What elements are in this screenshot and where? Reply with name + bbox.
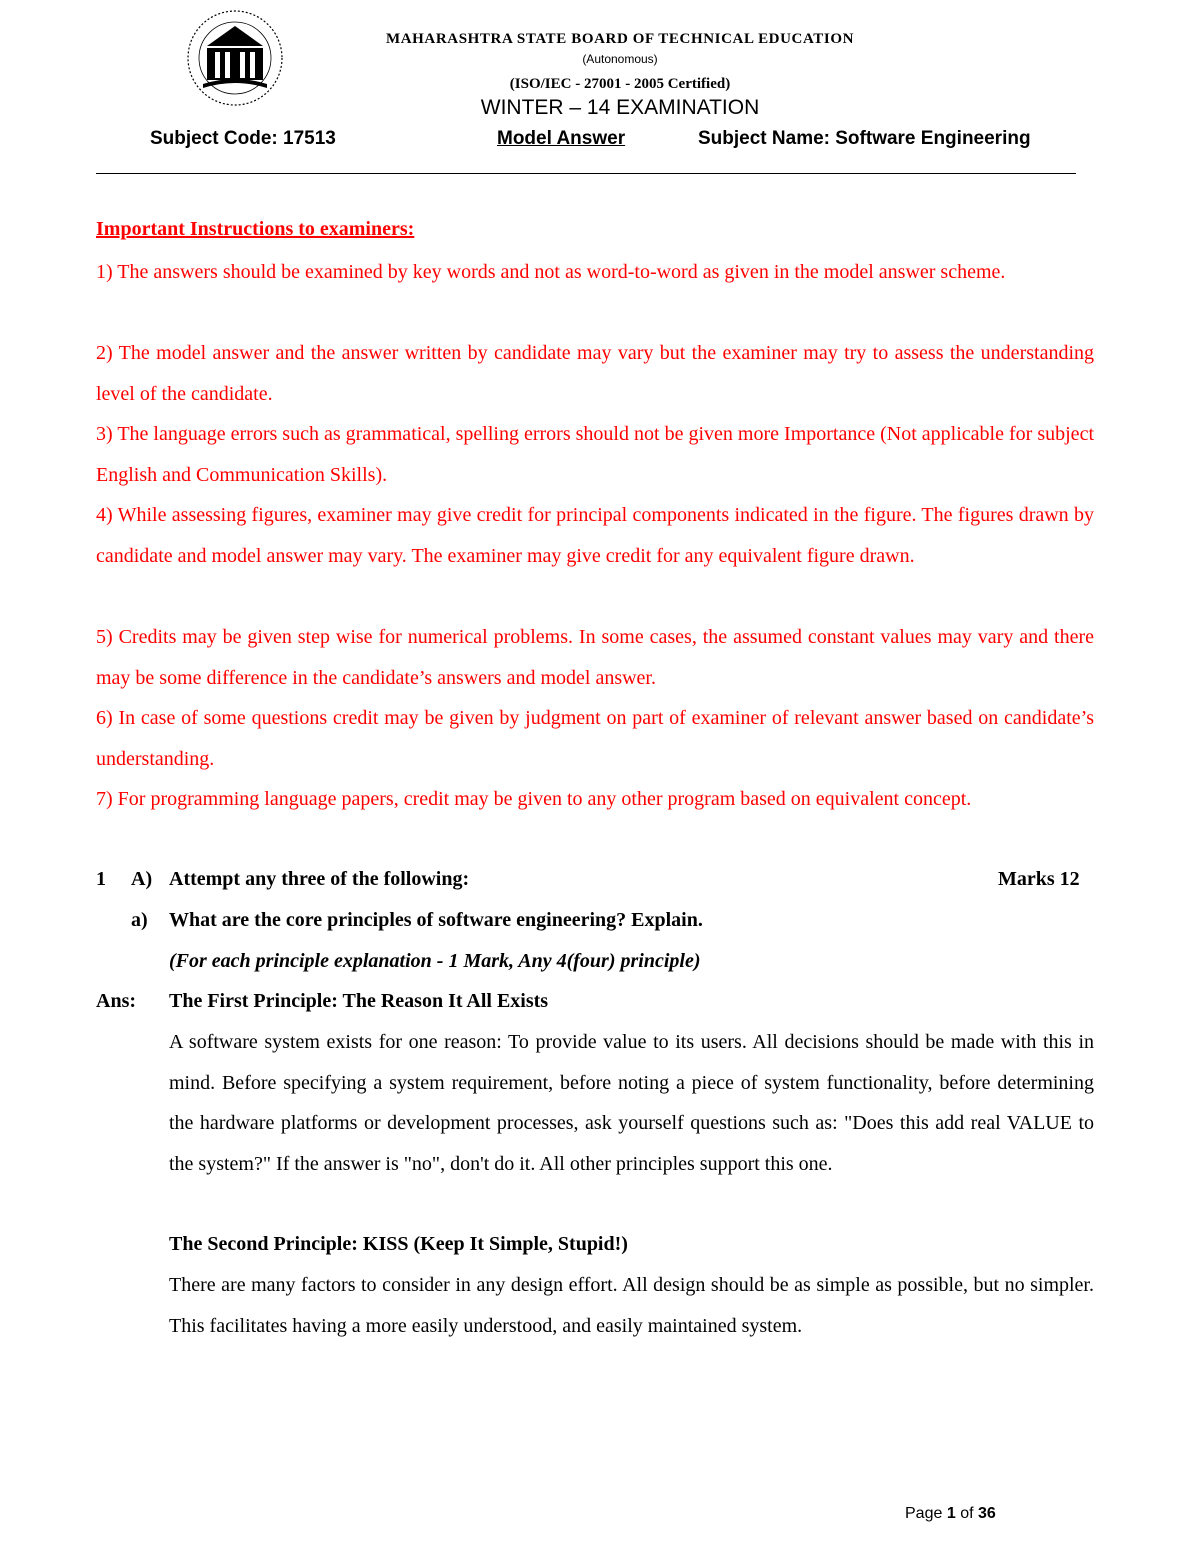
question-part: A): [131, 868, 153, 890]
page-footer: [905, 1505, 996, 1523]
subject-name: Subject Name: Software Engineering: [698, 128, 1031, 149]
sub-question-text: What are the core principles of software engineering? Explain.: [169, 909, 703, 931]
instruction-item: 7) For programming language papers, credit may be given to any other program based on equivalent concept.: [96, 788, 972, 810]
sub-question-label: a): [131, 909, 148, 931]
instruction-item: 1) The answers should be examined by key words and not as word-to-word as given in the model answer scheme.: [96, 261, 1006, 283]
marking-scheme-note: (For each principle explanation - 1 Mark, Any 4(four) principle): [169, 950, 701, 972]
page-number: 1: [946, 1505, 956, 1522]
instruction-item: 5) Credits may be given step wise for numerical problems. In some cases, the assumed constant values may vary and there may be some difference in the candidate’s answers and model answer.: [96, 626, 1094, 689]
question-heading: Attempt any three of the following:: [169, 868, 470, 890]
page-of-label: of: [960, 1505, 974, 1522]
page-total: 36: [977, 1505, 996, 1522]
model-answer-label: Model Answer: [497, 128, 626, 149]
instruction-item: 2) The model answer and the answer written by candidate may vary but the examiner may try to assess the understanding level of the candidate.: [96, 342, 1094, 405]
subject-code: Subject Code: 17513: [150, 128, 336, 149]
autonomous-label: (Autonomous): [582, 52, 658, 66]
question-number: 1: [96, 868, 106, 890]
instruction-item: 4) While assessing figures, examiner may give credit for principal components indicated in the figure. The figures drawn by candidate and model answer may vary. The examiner may give credit for any equivalent figure drawn.: [96, 504, 1094, 567]
answer-label: Ans:: [96, 990, 137, 1012]
board-name: MAHARASHTRA STATE BOARD OF TECHNICAL EDUCATION: [385, 31, 855, 47]
question-marks: Marks 12: [998, 868, 1080, 890]
instructions-title: Important Instructions to examiners:: [96, 218, 415, 240]
principle-2-title: The Second Principle: KISS (Keep It Simple, Stupid!): [169, 1233, 628, 1255]
exam-title: WINTER – 14 EXAMINATION: [480, 96, 760, 119]
iso-certification: (ISO/IEC - 27001 - 2005 Certified): [509, 76, 731, 92]
principle-1-title: The First Principle: The Reason It All Exists: [169, 990, 549, 1012]
instruction-item: 3) The language errors such as grammatical, spelling errors should not be given more Importance (Not applicable for subject English and Communication Skills).: [96, 423, 1094, 486]
page-label: Page: [905, 1505, 943, 1522]
principle-2-text: There are many factors to consider in any design effort. All design should be as simple as possible, but no simpler. This facilitates having a more easily understood, and easily maintained system.: [169, 1274, 1094, 1337]
instruction-item: 6) In case of some questions credit may be given by judgment on part of examiner of relevant answer based on candidate’s understanding.: [96, 707, 1094, 770]
header-divider: [96, 173, 1076, 174]
principle-1-text: A software system exists for one reason: To provide value to its users. All decisions should be made with this in mind. Before specifying a system requirement, before noting a piece of system functionality, before determining the hardware platforms or development processes, ask yourself questions such as: "Does this add real VALUE to the system?" If the answer is "no", don't do it. All other principles support this one.: [169, 1031, 1094, 1176]
